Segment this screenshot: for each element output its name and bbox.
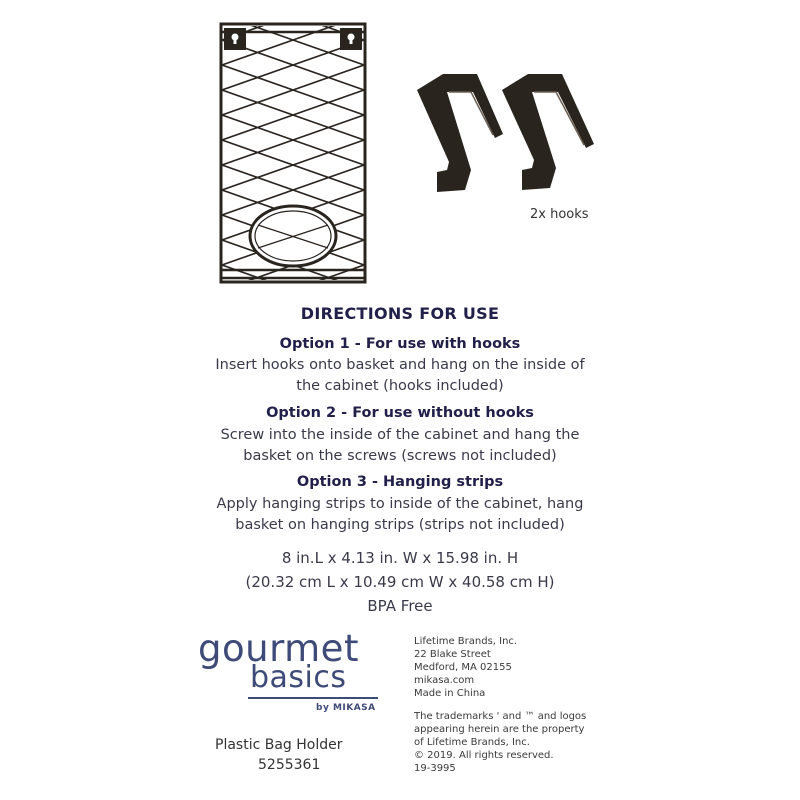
address-line: Medford, MA 02155 [414,662,512,673]
option-1-text [0,355,800,397]
option-1-line: the cabinet (hooks included) [296,378,504,394]
hooks-caption: 2x hooks [530,207,589,222]
option-2-line: basket on the screws (screws not included) [243,448,557,464]
logo-divider [248,697,378,699]
option-3-text [0,494,800,536]
legal-notice [414,710,586,775]
option-2-title: Option 2 - For use without hooks [266,405,534,421]
legal-line: appearing herein are the property [414,724,585,735]
option-2-line: Screw into the inside of the cabinet and hang the [220,427,580,443]
option-3-title: Option 3 - Hanging strips [296,474,504,490]
bpa-free-label: BPA Free [367,597,433,615]
option-3-line: Apply hanging strips to inside of the cabinet, hang [216,496,584,512]
dimensions-cm: (20.32 cm L x 10.49 cm W x 40.58 cm H) [245,573,555,591]
option-2-text [0,425,800,467]
legal-line: 19-3995 [414,763,456,774]
option-1-title: Option 1 - For use with hooks [279,336,521,352]
brand-logo-line2: basics [250,660,347,695]
option-1-line: Insert hooks onto basket and hang on the inside of [215,357,585,373]
address-line: 22 Blake Street [414,649,491,660]
option-3-line: basket on hanging strips (strips not included) [235,517,565,533]
product-number: 5255361 [258,757,321,773]
product-name: Plastic Bag Holder [215,737,343,753]
brand-logo-line1: gourmet [198,627,359,670]
legal-line: The trademarks ' and ™ and logos [414,711,587,722]
wire-basket-illustration [218,20,368,288]
brand-byline: by MIKASA [316,703,376,713]
dimensions-inches: 8 in.L x 4.13 in. W x 15.98 in. H [281,549,519,567]
address-line: mikasa.com [414,675,475,686]
company-address [414,635,517,700]
legal-line: © 2019. All rights reserved. [414,750,554,761]
hook-illustration [500,72,600,197]
directions-title: DIRECTIONS FOR USE [300,304,500,323]
address-line: Lifetime Brands, Inc. [414,636,518,647]
address-line: Made in China [414,688,486,699]
legal-line: of Lifetime Brands, Inc. [414,737,530,748]
